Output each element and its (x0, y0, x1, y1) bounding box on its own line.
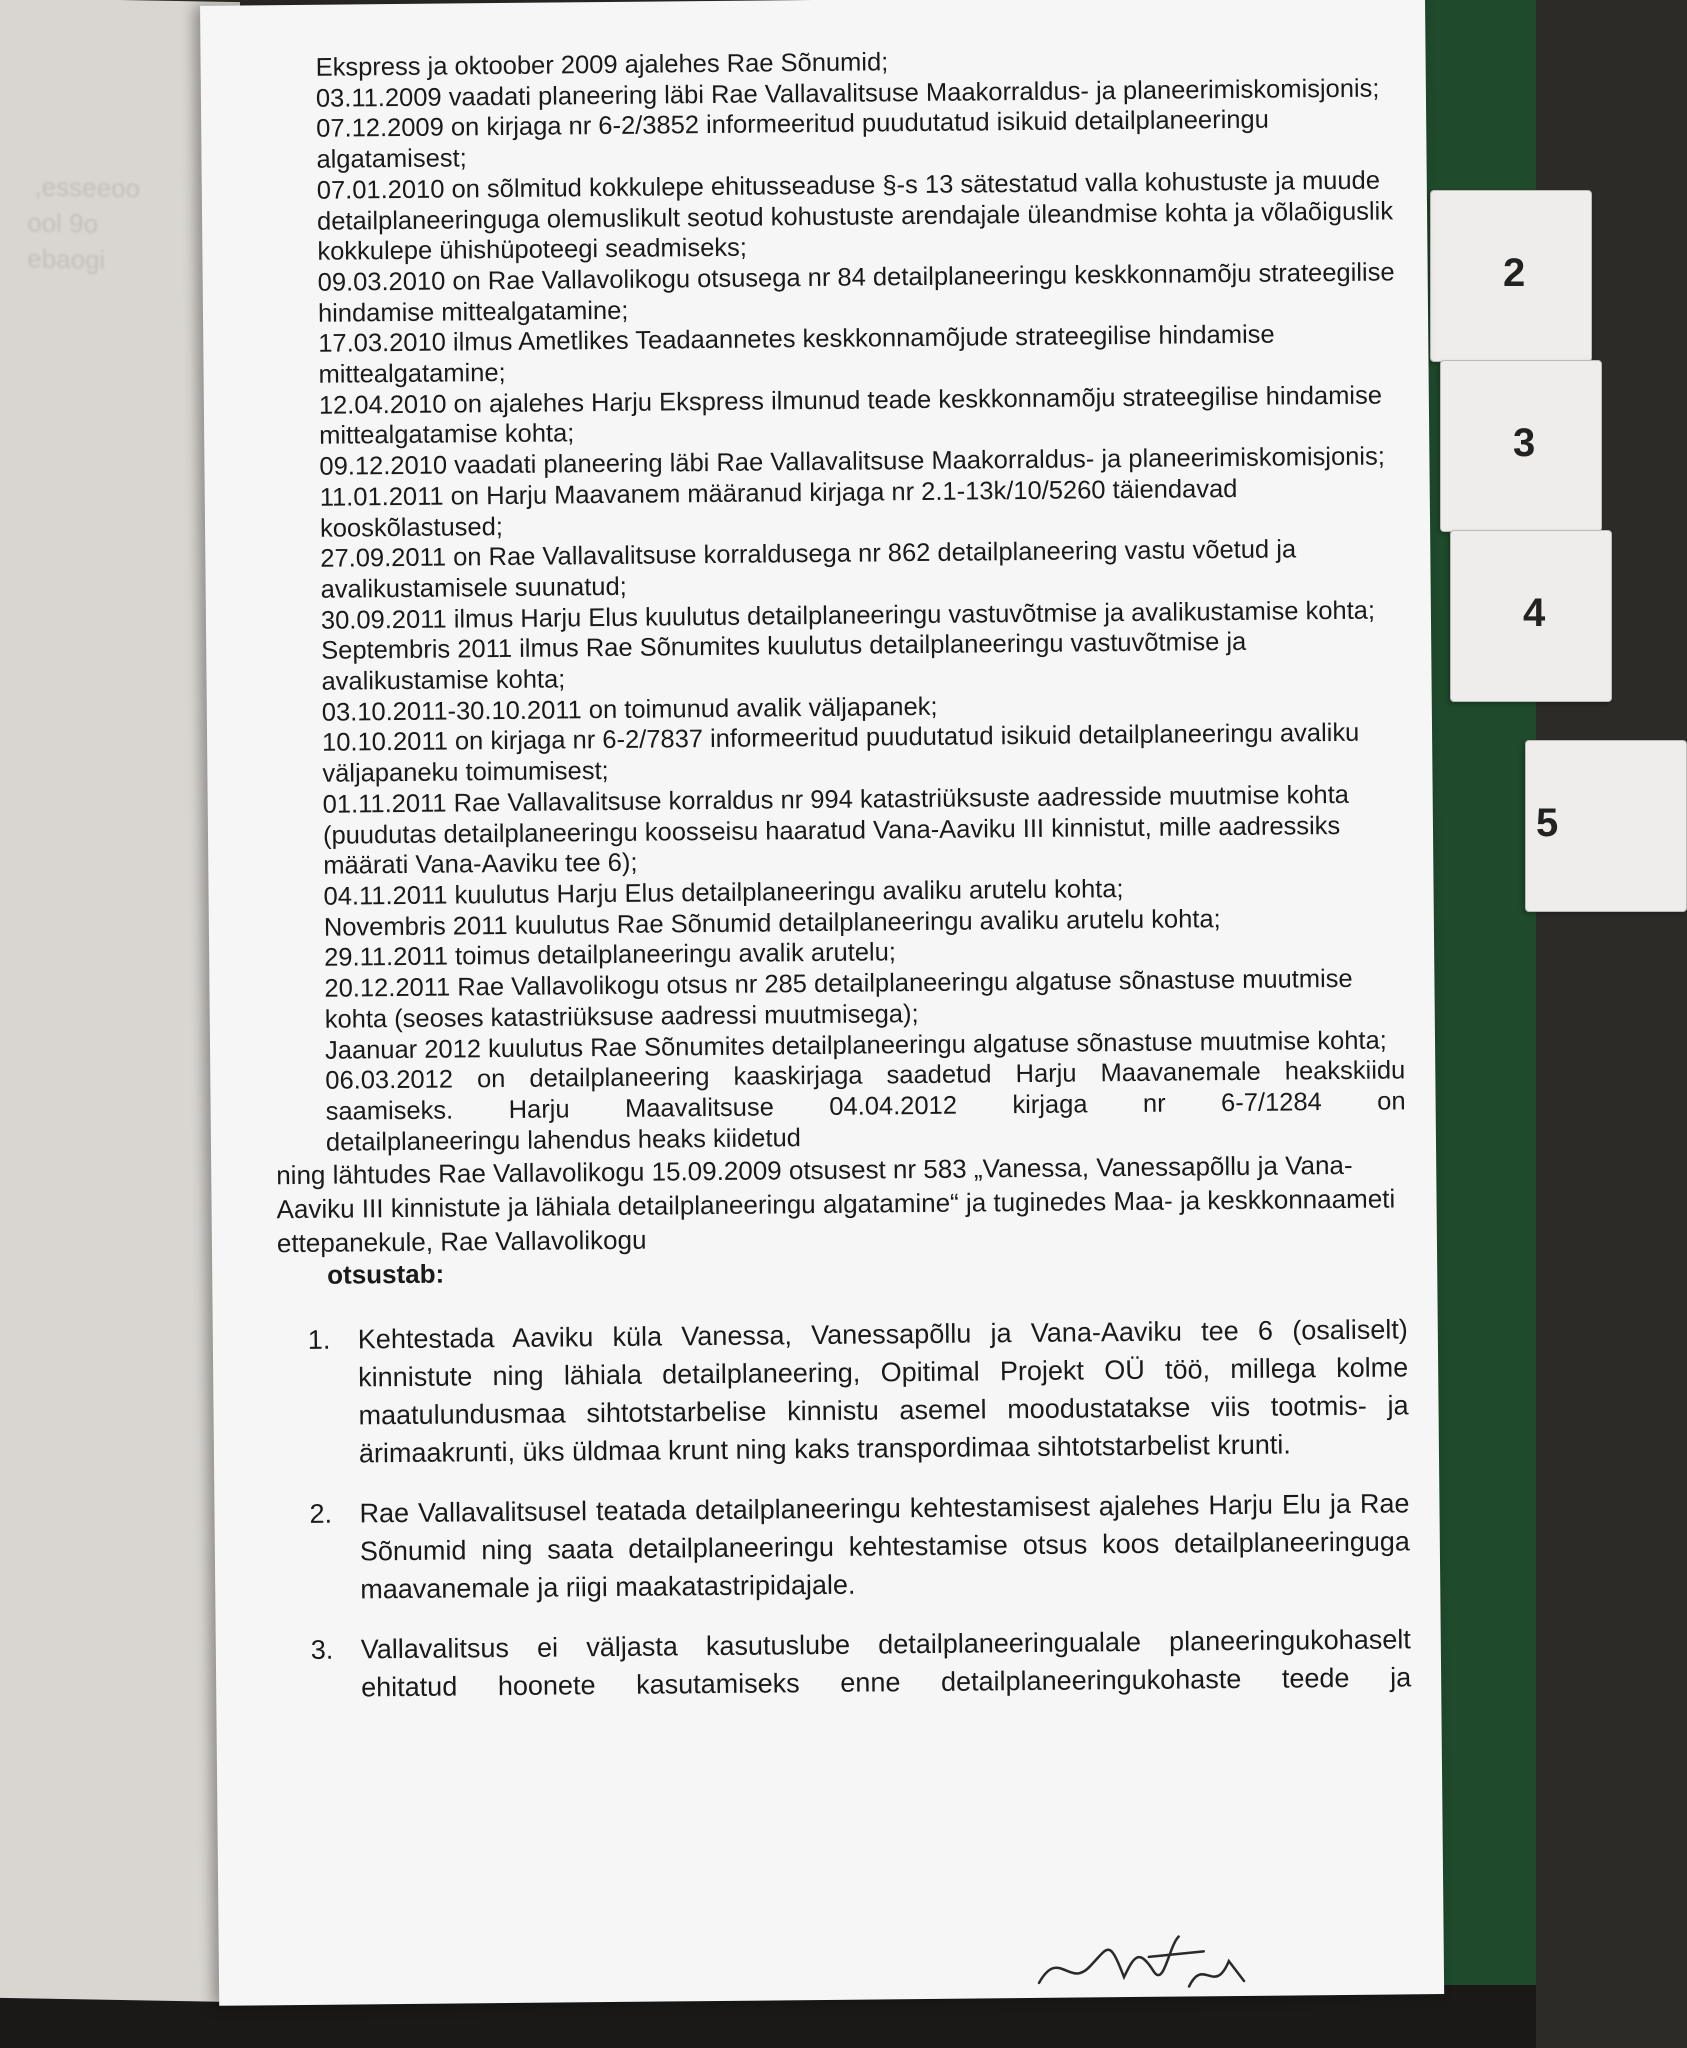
timeline-entry: 07.12.2009 on kirjaga nr 6-2/3852 informeeritud puudutatud isikuid detailplaneeringu algatamisest; (316, 106, 1269, 174)
decision-text: Kehtestada Aaviku küla Vanessa, Vanessapõllu ja Vana-Aaviku tee 6 (osaliselt) kinnistute ning lähiala detailplaneering, Opitimal Projekt OÜ töö, millega kolme maatulundusmaa sihtotstarbelise kinnistu asemel moodustatakse viis tootmis- ja ärimaakrunti, üks üldmaa krunt ning kaks transpordimaa sihtotstarbelist krunti. (357, 1314, 1409, 1469)
tab-2[interactable]: 2 (1430, 190, 1592, 362)
timeline-entry: 03.11.2009 vaadati planeering läbi Rae Vallavalitsuse Maakorraldus- ja planeerimiskomisjonis; (315, 74, 1380, 113)
timeline-entry: 12.04.2010 on ajalehes Harju Ekspress ilmunud teade keskkonnamõju strateegilise hindamise mittealgatamise kohta; (318, 381, 1383, 451)
handwritten-signature (1029, 1926, 1270, 1998)
bleed-through-text: ,esseeoo ool 9o ebaogi (27, 171, 140, 275)
decision-list (307, 1310, 1412, 1706)
document-page (200, 0, 1444, 2006)
timeline-entry: 11.01.2011 on Harju Maavanem määranud kirjaga nr 2.1-13k/10/5260 täiendavad kooskõlastused; (319, 474, 1238, 543)
decision-item (308, 1310, 1409, 1473)
decision-heading: otsustab: (327, 1258, 445, 1291)
timeline-entry: Jaanuar 2012 kuulutus Rae Sõnumites detailplaneeringu algatuse sõnastuse muutmise kohta; (324, 1026, 1387, 1065)
timeline-entry: 01.11.2011 Rae Vallavalitsuse korraldus nr 994 katastriüksuste aadresside muutmise kohta (puudutas detailplaneeringu koosseisu haaratud Vana-Aaviku III kinnistut, mille aadressiks määrati Vana-Aaviku tee 6); (322, 780, 1350, 881)
timeline-entry: Septembris 2011 ilmus Rae Sõnumites kuulutus detailplaneeringu vastuvõtmise ja avalikustamise kohta; (321, 628, 1247, 696)
timeline-entry: 07.01.2010 on sõlmitud kokkulepe ehitusseaduse §-s 13 sätestatud valla kohustuste ja muude detailplaneeringuga olemuslikult seotud kohustuste arendajale üleandmise kohta ja võlaõiguslik kokkulepe ühishüpoteegi seadmiseks; (316, 166, 1394, 266)
timeline-entry: 04.11.2011 kuulutus Harju Elus detailplaneeringu avaliku arutelu kohta; (323, 875, 1124, 911)
timeline-entry: 30.09.2011 ilmus Harju Elus kuulutus detailplaneeringu vastuvõtmise ja avalikustamise kohta; (320, 596, 1376, 635)
tab-5[interactable]: 5 (1525, 740, 1687, 912)
timeline-entry: Novembris 2011 kuulutus Rae Sõnumid detailplaneeringu avaliku arutelu kohta; (323, 904, 1221, 942)
decision-item (309, 1484, 1410, 1609)
timeline-entry: 17.03.2010 ilmus Ametlikes Teadaannetes keskkonnamõjude strateegilise hindamise mittealgatamine; (318, 320, 1275, 389)
legal-basis-paragraph: ning lähtudes Rae Vallavolikogu 15.09.2009 otsusest nr 583 „Vanessa, Vanessapõllu ja Vana-Aaviku III kinnistute ja lähiala detailplaneeringu algatamine“ ja tuginedes Maa- ja keskkonnaameti ettepanekule, Rae Vallavolikogu (276, 1150, 1396, 1259)
timeline-entry: Ekspress ja oktoober 2009 ajalehes Rae Sõnumid; (315, 48, 889, 82)
decision-number: 2. (309, 1498, 333, 1529)
timeline-entry: 09.03.2010 on Rae Vallavolikogu otsusega nr 84 detailplaneeringu keskkonnamõju strateegilise hindamise mittealgatamine; (317, 258, 1395, 328)
tab-4[interactable]: 4 (1450, 530, 1612, 702)
timeline-entry: 10.10.2011 on kirjaga nr 6-2/7837 informeeritud puudutatud isikuid detailplaneeringu avaliku väljapaneku toimumisest; (321, 719, 1360, 788)
timeline-entry: 03.10.2011-30.10.2011 on toimunud avalik väljapanek; (321, 692, 938, 727)
decision-text: Rae Vallavalitsusel teatada detailplaneeringu kehtestamisest ajalehes Harju Elu ja Rae Sõnumid ning saata detailplaneeringu kehtestamise otsus koos detailplaneeringuga maavanemale ja riigi maakatastripidajale. (359, 1488, 1410, 1605)
decision-item (311, 1620, 1412, 1707)
approval-paragraph-end: detailplaneeringu lahendus heaks kiidetud (325, 1123, 801, 1157)
timeline-entry: 27.09.2011 on Rae Vallavalitsuse korraldusega nr 862 detailplaneering vastu võetud ja avalikustamisele suunatud; (320, 535, 1297, 604)
tab-3[interactable]: 3 (1440, 360, 1602, 532)
decision-number: 1. (307, 1324, 331, 1355)
timeline-entry: 20.12.2011 Rae Vallavolikogu otsus nr 285 detailplaneeringu algatuse sõnastuse muutmise kohta (seoses katastriüksuse aadressi muutmisega); (324, 964, 1353, 1034)
timeline-entry: 09.12.2010 vaadati planeering läbi Rae Vallavalitsuse Maakorraldus- ja planeerimiskomisjonis; (319, 442, 1385, 481)
decision-text: Vallavalitsus ei väljasta kasutuslube detailplaneeringualale planeeringukohaselt ehitatud hoonete kasutamiseks enne detailplaneeringukohaste teede ja (360, 1624, 1412, 1703)
approval-paragraph: 06.03.2012 on detailplaneering kaaskirjaga saadetud Harju Maavanemale heakskiidu saamiseks. Harju Maavalitsuse 04.04.2012 kirjaga nr 6-7/1284 on (325, 1056, 1406, 1126)
decision-number: 3. (310, 1634, 334, 1665)
timeline-entry: 29.11.2011 toimus detailplaneeringu avalik arutelu; (324, 938, 897, 973)
document-body (276, 42, 1412, 1728)
